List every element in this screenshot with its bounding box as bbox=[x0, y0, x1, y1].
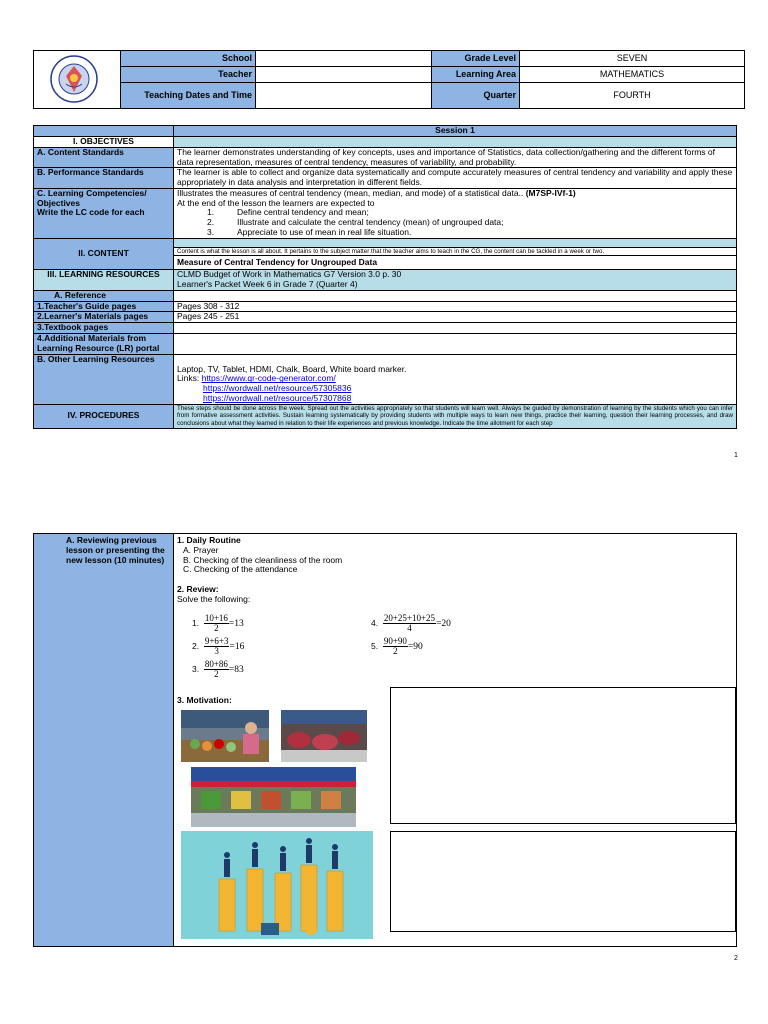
deped-seal-logo bbox=[38, 54, 110, 104]
review-problem: 4. $\frac{20+25+10+25}{4}$ =20 bbox=[371, 613, 451, 634]
review-title: 2. Review: bbox=[177, 584, 219, 595]
learning-area-value: MATHEMATICS bbox=[520, 67, 745, 83]
content-standards-label: A. Content Standards bbox=[34, 147, 174, 168]
teachers-guide-label: 1.Teacher's Guide pages bbox=[34, 301, 174, 312]
review-problem: 3. $\frac{80+86}{2}$ =83 bbox=[192, 659, 244, 680]
review-problem: 1. $\frac{10+16}{2}$ =13 bbox=[192, 613, 244, 634]
content-title: II. CONTENT bbox=[34, 238, 174, 270]
textbook-label: 3.Textbook pages bbox=[34, 323, 174, 334]
other-resources-text: Laptop, TV, Tablet, HDMI, Chalk, Board, White board marker. bbox=[177, 363, 407, 374]
wordwall-link-1[interactable]: https://wordwall.net/resource/57305836 bbox=[203, 383, 352, 394]
teaching-dates-value bbox=[256, 83, 432, 109]
performance-standards-text: The learner is able to collect and organize data systematically and compute accurately measures of central tendency and variability and apply these appropriately in data analysis and interpretation in different fields. bbox=[174, 168, 737, 189]
resources-line: Learner's Packet Week 6 in Grade 7 (Quarter 4) bbox=[177, 279, 358, 290]
coin-stacks-illustration bbox=[181, 831, 373, 939]
page-number-1: 1 bbox=[734, 452, 738, 459]
market-meat-photo bbox=[281, 710, 367, 762]
textbook-value bbox=[174, 323, 737, 334]
procedures-title: IV. PROCEDURES bbox=[34, 404, 174, 428]
competencies-label-line: C. Learning Competencies/ Objectives bbox=[37, 187, 147, 208]
market-stall-photo bbox=[191, 767, 356, 827]
content-note: Content is what the lesson is all about. It pertains to the subject matter that the teacher aims to teach in the CG, the content can be tackled in a week or two. bbox=[174, 247, 737, 256]
procedure-content-cell bbox=[174, 534, 737, 947]
other-resources-label: B. Other Learning Resources bbox=[34, 354, 174, 404]
learners-materials-label: 2.Learner's Materials pages bbox=[34, 312, 174, 323]
quarter-value: FOURTH bbox=[520, 83, 745, 109]
learning-competencies-cell bbox=[174, 188, 737, 238]
competencies-intro: At the end of the lesson the learners are expected to bbox=[177, 197, 375, 208]
links-label: Links: bbox=[177, 373, 200, 384]
review-intro: Solve the following: bbox=[177, 593, 251, 604]
reference-value bbox=[174, 290, 737, 301]
teachers-guide-value: Pages 308 - 312 bbox=[174, 301, 737, 312]
lc-code: (M7SP-IVf-1) bbox=[525, 187, 576, 198]
procedure-table bbox=[33, 533, 737, 947]
review-problem: 2. $\frac{9+6+3}{3}$ =16 bbox=[192, 636, 245, 657]
school-label: School bbox=[121, 51, 256, 67]
motivation-title: 3. Motivation: bbox=[177, 695, 232, 705]
routine-item: C. Checking of the attendance bbox=[183, 564, 298, 575]
performance-standards-label: B. Performance Standards bbox=[34, 168, 174, 189]
qr-code-generator-link[interactable]: https://www.qr-code-generator.com/ bbox=[201, 373, 336, 384]
objective-item: 3. Appreciate to use of mean in real life situation. bbox=[207, 226, 412, 237]
objectives-title: I. OBJECTIVES bbox=[34, 137, 174, 148]
teacher-label: Teacher bbox=[121, 67, 256, 83]
session-blank-cell bbox=[34, 126, 174, 137]
grade-level-label: Grade Level bbox=[432, 51, 520, 67]
objective-item: 2. Illustrate and calculate the central tendency (mean) of ungrouped data; bbox=[207, 217, 504, 228]
header-table bbox=[33, 50, 745, 109]
learning-competencies-label bbox=[34, 188, 174, 238]
competencies-text: Illustrates the measures of central tendency (mean, median, and mode) of a statistical data.. bbox=[177, 187, 524, 198]
routine-item: B. Checking of the cleanliness of the room bbox=[183, 554, 343, 565]
daily-routine-title: 1. Daily Routine bbox=[177, 535, 241, 545]
market-vendor-photo bbox=[181, 710, 269, 762]
objectives-blank bbox=[174, 137, 737, 148]
objective-item: 1. Define central tendency and mean; bbox=[207, 207, 369, 218]
learners-materials-value: Pages 245 - 251 bbox=[174, 312, 737, 323]
learning-resources-text bbox=[174, 270, 737, 291]
learning-resources-title: III. LEARNING RESOURCES bbox=[34, 270, 174, 291]
other-resources-cell bbox=[174, 354, 737, 404]
content-blank bbox=[174, 238, 737, 247]
lc-code-instruction: Write the LC code for each bbox=[37, 207, 145, 218]
reference-label: A. Reference bbox=[34, 290, 174, 301]
wordwall-link-2[interactable]: https://wordwall.net/resource/57307868 bbox=[203, 392, 352, 403]
learning-area-label: Learning Area bbox=[432, 67, 520, 83]
content-standards-text: The learner demonstrates understanding of key concepts, uses and importance of Statistics, data collection/gathering and the different forms of data representation, measures of central tendency, measures of variability, and probability. bbox=[174, 147, 737, 168]
motivation-answer-box-1 bbox=[390, 687, 736, 824]
page-number-2: 2 bbox=[734, 955, 738, 962]
content-topic: Measure of Central Tendency for Ungrouped Data bbox=[174, 256, 737, 270]
motivation-answer-box-2 bbox=[390, 831, 736, 932]
grade-level-value: SEVEN bbox=[520, 51, 745, 67]
school-value bbox=[256, 51, 432, 67]
deped-logo-cell bbox=[34, 51, 121, 109]
teacher-value bbox=[256, 67, 432, 83]
resources-line: CLMD Budget of Work in Mathematics G7 Version 3.0 p. 30 bbox=[177, 269, 402, 280]
additional-materials-label: 4.Additional Materials from Learning Resource (LR) portal bbox=[34, 334, 174, 355]
routine-item: A. Prayer bbox=[183, 544, 219, 555]
lesson-plan-table bbox=[33, 125, 737, 429]
procedures-note: These steps should be done across the week. Spread out the activities appropriately so that students will learn well. Always be guided by demonstration of learning by the students which you can infer from formative assessment activities. Sustain learning systematically by providing students with multiple ways to learn new things, practice their learning, question their learning processes, and draw conclusions about what they learned in relation to their life experiences and previous knowledge. Indicate the time allotment for each step bbox=[174, 404, 737, 428]
review-problem: 5. $\frac{90+90}{2}$ =90 bbox=[371, 636, 423, 657]
session-header: Session 1 bbox=[174, 126, 737, 137]
reviewing-lesson-label: A. Reviewing previous lesson or presenting the new lesson (10 minutes) bbox=[34, 534, 174, 947]
teaching-dates-label: Teaching Dates and Time bbox=[121, 83, 256, 109]
additional-materials-value bbox=[174, 334, 737, 355]
quarter-label: Quarter bbox=[432, 83, 520, 109]
